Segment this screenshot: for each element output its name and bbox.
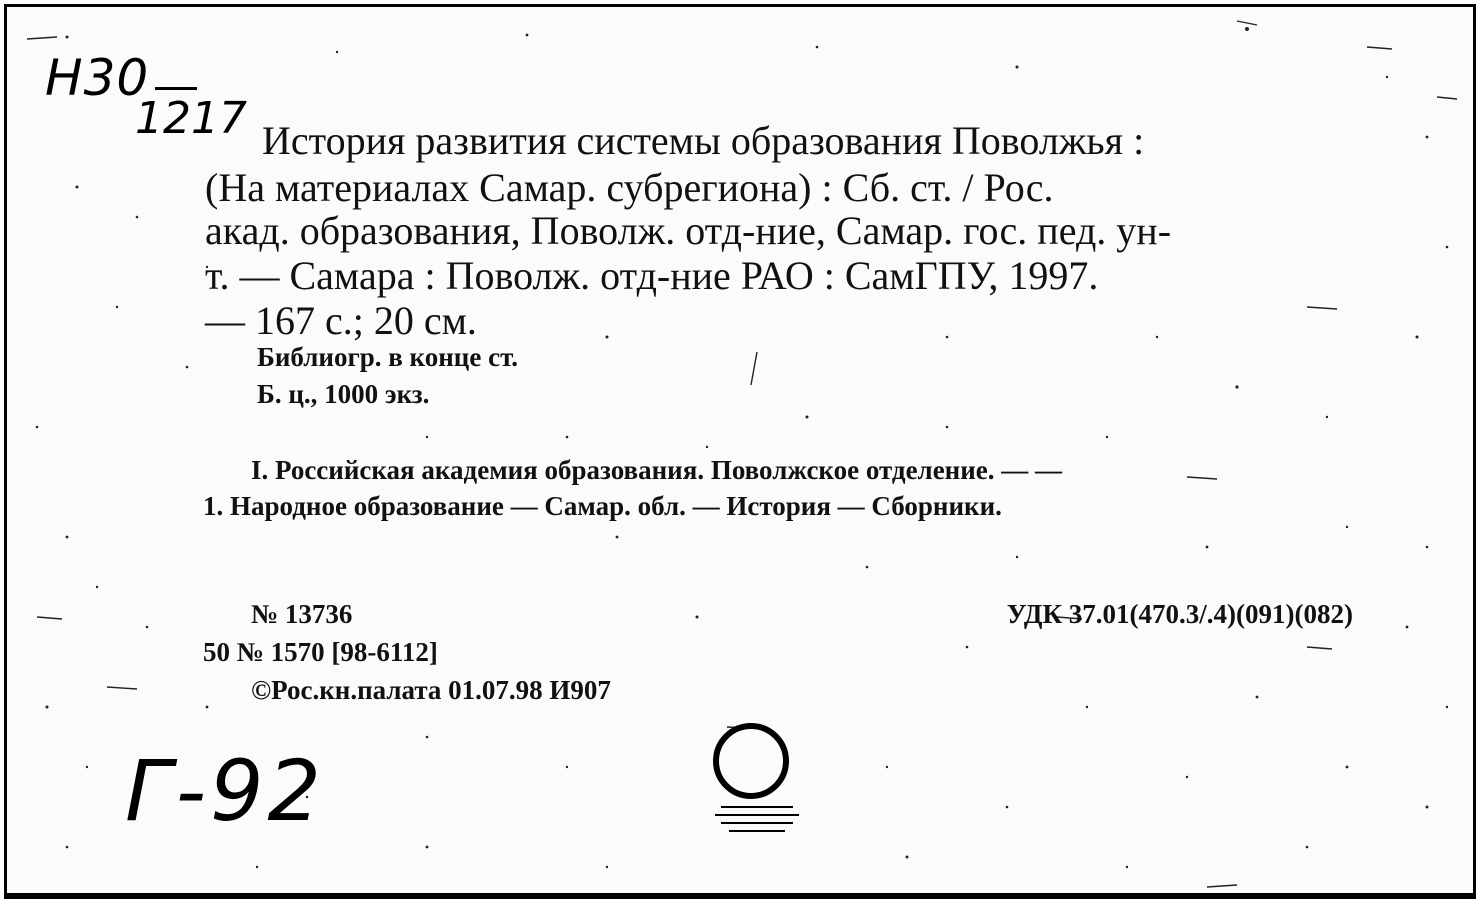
copy-number: 50 № 1570 [98-6112]: [203, 637, 438, 667]
title-line-3: акад. образования, Поволж. отд-ние, Самар. гос. пед. ун-: [205, 208, 1172, 253]
handwritten-index-code: H30: [45, 49, 150, 107]
extent-line: — 167 с.; 20 см.: [205, 298, 477, 343]
punch-hole-underline: [707, 803, 807, 837]
title-line-2: (На материалах Самар. субрегиона) : Сб. ст. / Рос.: [205, 165, 1054, 210]
title-line-1: История развития системы образования Поволжья :: [262, 118, 1145, 163]
handwritten-index-number: 1217: [135, 93, 247, 144]
registration-number: № 13736: [251, 599, 353, 629]
copyright-line: ©Рос.кн.палата 01.07.98 И907: [251, 675, 611, 705]
handwritten-shelf-mark: Г-92: [125, 742, 325, 840]
catalog-card: [4, 4, 1476, 899]
handwritten-fraction-bar: [155, 87, 197, 90]
publication-line: т. — Самара : Поволж. отд-ние РАО : СамГПУ, 1997.: [205, 253, 1099, 298]
punch-hole-circle: [713, 723, 789, 799]
note-bibliography: Библиогр. в конце ст.: [257, 342, 519, 372]
note-price-print-run: Б. ц., 1000 экз.: [257, 379, 430, 409]
subject-heading: 1. Народное образование — Самар. обл. — История — Сборники.: [203, 491, 1002, 521]
udk-classification: УДК 37.01(470.3/.4)(091)(082): [1006, 599, 1353, 629]
added-entry-organization: I. Российская академия образования. Поволжское отделение. — —: [251, 455, 1063, 485]
